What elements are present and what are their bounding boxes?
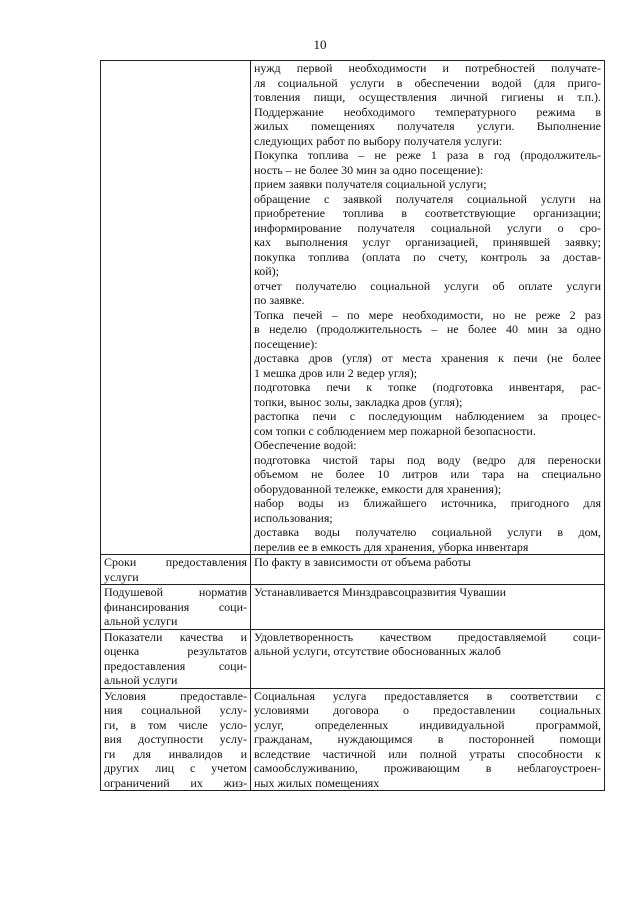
content-line: кой); [254, 264, 279, 278]
label-line: Сроки предоставления [104, 555, 247, 569]
content-line: самообслуживанию, проживающим в неблагоустроен- [254, 761, 601, 775]
content-line: ных жилых помещениях [254, 775, 380, 790]
label-line: Условия предоставле- [104, 688, 247, 703]
row-content-cell [251, 61, 605, 555]
label-line: ги, в том числе усло- [104, 717, 247, 732]
content-line: прием заявки получателя социальной услуги; [254, 177, 487, 191]
label-line: вия доступности услу- [104, 732, 247, 746]
label-line: альной услуги [104, 614, 178, 628]
content-line: условиями договора о предоставлении социальных [254, 703, 601, 717]
content-line: отчет получателю социальной услуги об оплате услуги [254, 278, 601, 293]
content-line: 1 мешка дров или 2 ведер угля); [254, 365, 418, 380]
table-row [101, 61, 605, 555]
label-line: финансирования соци- [104, 599, 247, 614]
content-line: ках выполнения услуг организацией, принявшей заявку; [254, 235, 601, 249]
content-line: ля социальной услуги в обеспечении водой (для приго- [254, 75, 601, 90]
content-line: товления пищи, осуществления личной гигиены и т.п.). [254, 90, 601, 104]
label-line: услуги [104, 569, 139, 584]
content-line: вследствие частичной или полной утраты способности к [254, 746, 601, 761]
label-line: ограничений их жиз- [104, 775, 247, 790]
content-line: Удовлетворенность качеством предоставляемой соци- [254, 629, 601, 644]
content-line: Обеспечение водой: [254, 438, 357, 452]
content-line: нужд первой необходимости и потребностей получате- [254, 61, 601, 75]
label-line: Показатели качества и [104, 629, 247, 644]
label-line: альной услуги [104, 673, 178, 687]
content-line: в неделю (продолжительность – не более 40 мин за одно [254, 322, 601, 336]
label-line: предоставления соци- [104, 658, 247, 673]
label-line: ги для инвалидов и [104, 746, 247, 761]
page-number: 10 [313, 37, 327, 52]
content-line: растопка печи с последующим наблюдением за процес- [254, 409, 601, 423]
row-label-cell [101, 688, 251, 791]
content-line: информирование получателя социальной услуги о сро- [254, 220, 601, 235]
content-line: перелив ее в емкость для хранения, уборка инвентаря [254, 539, 529, 554]
table-row [101, 688, 605, 791]
content-line: гражданам, нуждающимся в посторонней помощи [254, 732, 601, 746]
content-line: Покупка топлива – не реже 1 раза в год (продолжитель- [254, 148, 601, 162]
table-row [101, 629, 605, 688]
content-line: использования; [254, 510, 333, 525]
content-line: обращение с заявкой получателя социальной услуги на [254, 191, 601, 206]
table-row [101, 555, 605, 585]
row-content-cell [251, 629, 605, 688]
content-line: сом топки с соблюдением мер пожарной безопасности. [254, 423, 536, 438]
content-line: Поддержание необходимого температурного режима в [254, 104, 601, 119]
row-content-cell [251, 585, 605, 630]
row-label-cell [101, 585, 251, 630]
content-line: по заявке. [254, 293, 305, 307]
service-table [100, 60, 605, 791]
content-line: альной услуги, отсутствие обоснованных жалоб [254, 644, 501, 658]
row-label-cell [101, 61, 251, 555]
row-content-cell [251, 688, 605, 791]
content-line: доставка дров (угля) от места хранения к печи (не более [254, 351, 601, 365]
content-line: набор воды из ближайшего источника, пригодного для [254, 496, 601, 510]
row-content-cell [251, 555, 605, 585]
content-line: Устанавливается Минздравсоцразвития Чувашии [254, 585, 507, 599]
content-line: Топка печей – по мере необходимости, но не реже 2 раз [254, 307, 601, 322]
table-row [101, 585, 605, 630]
content-line: ность – не более 30 мин за одно посещение): [254, 162, 484, 177]
content-line: топки, вынос золы, закладка дров (угля); [254, 394, 463, 409]
content-line: доставка воды получателю социальной услуги в дом, [254, 525, 601, 539]
content-line: объемом не более 10 литров или тара на специально [254, 467, 601, 481]
label-line: Подушевой норматив [104, 585, 247, 599]
content-line: услуг, определенных индивидуальной программой, [254, 717, 601, 732]
label-line: ния социальной услу- [104, 703, 247, 717]
content-line: посещение): [254, 336, 318, 351]
label-line: оценка результатов [104, 644, 247, 658]
content-line: подготовка чистой тары под воду (ведро для переноски [254, 452, 601, 467]
row-label-cell [101, 555, 251, 585]
content-line: подготовка печи к топке (подготовка инвентаря, рас- [254, 380, 601, 394]
content-line: приобретение топлива в соответствующие организации; [254, 206, 601, 220]
label-line: других лиц с учетом [104, 761, 247, 775]
row-label-cell [101, 629, 251, 688]
content-line: следующих работ по выбору получателя услуги: [254, 133, 503, 148]
content-line: оборудованной тележке, емкости для хранения); [254, 481, 502, 496]
content-line: По факту в зависимости от объема работы [254, 555, 471, 569]
content-line: Социальная услуга предоставляется в соответствии с [254, 688, 601, 703]
content-line: жилых помещениях получателя услуги. Выполнение [254, 119, 601, 133]
content-line: покупка топлива (оплата по счету, контроль за достав- [254, 249, 601, 264]
